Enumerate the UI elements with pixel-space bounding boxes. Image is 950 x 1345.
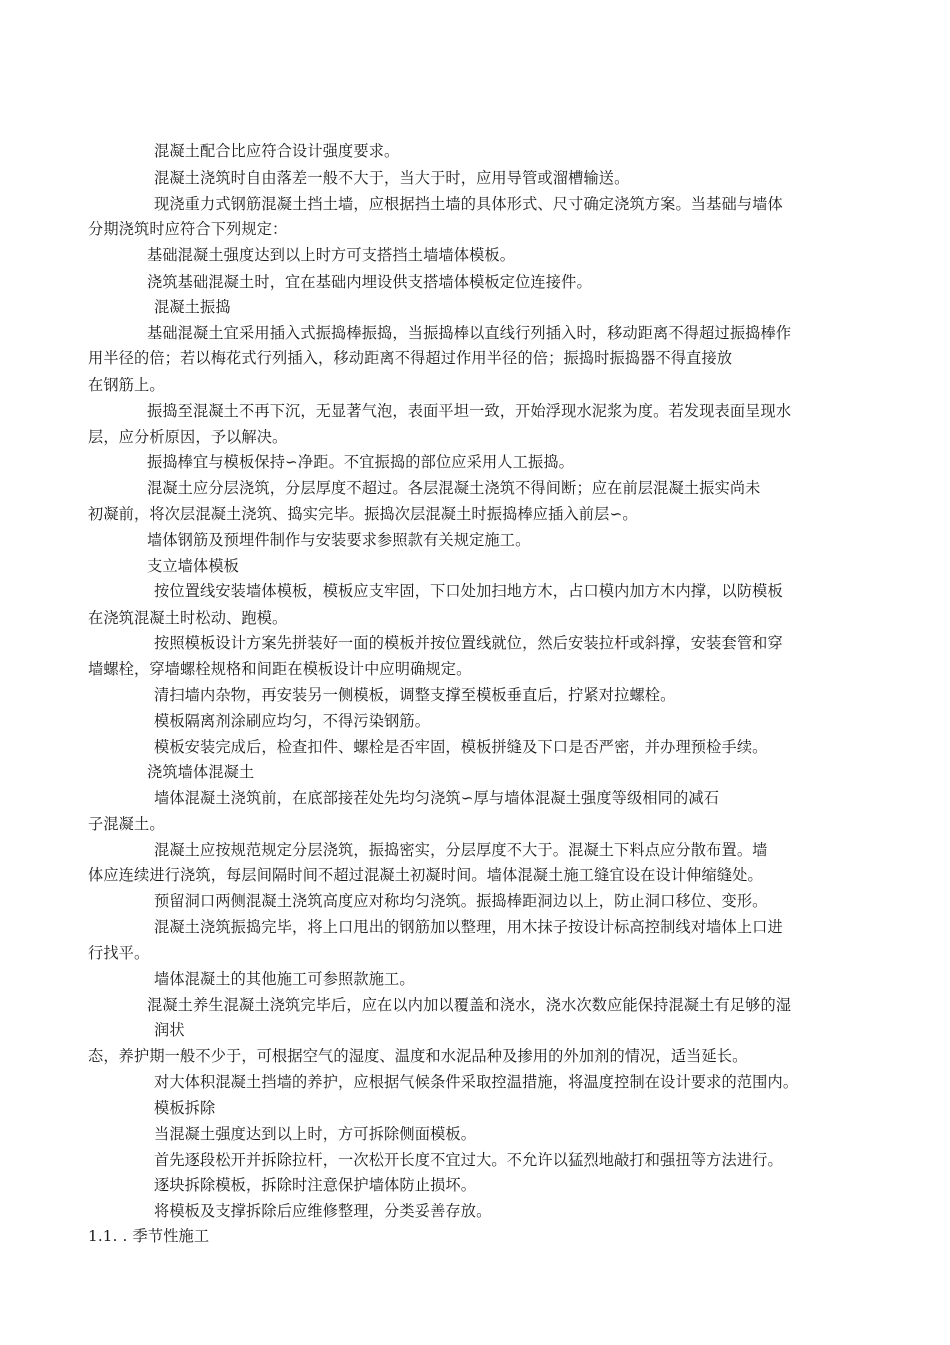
- text-line: 按照模板设计方案先拼装好一面的模板并按位置线就位，然后安装拉杆或斜撑，安装套管和穿: [154, 634, 783, 652]
- text-line: 润状: [154, 1021, 185, 1039]
- section-heading: 支立墙体模板: [147, 557, 240, 575]
- section-heading: 混凝土振捣: [154, 298, 231, 316]
- text-line: 振捣至混凝土不再下沉，无显著气泡，表面平坦一致，开始浮现水泥浆为度。若发现表面呈现水: [147, 402, 792, 420]
- text-line: 混凝土浇筑振捣完毕，将上口甩出的钢筋加以整理，用木抹子按设计标高控制线对墙体上口进: [154, 918, 783, 936]
- text-line: 用半径的倍；若以梅花式行列插入，移动距离不得超过作用半径的倍；振捣时振捣器不得直接放: [88, 349, 733, 367]
- text-line: 将模板及支撑拆除后应维修整理，分类妥善存放。: [154, 1202, 492, 1220]
- text-line: 在钢筋上。: [88, 376, 165, 394]
- text-line: 预留洞口两侧混凝土浇筑高度应对称均匀浇筑。振捣棒距洞边以上，防止洞口移位、变形。: [154, 892, 768, 910]
- text-line: 混凝土配合比应符合设计强度要求。: [154, 142, 400, 160]
- text-line: 初凝前，将次层混凝土浇筑、捣实完毕。振捣次层混凝土时振捣棒应插入前层∽。: [88, 505, 638, 523]
- text-line: 混凝土应分层浇筑，分层厚度不超过。各层混凝土浇筑不得间断；应在前层混凝土振实尚未: [147, 479, 761, 497]
- text-line: 态，养护期一般不少于，可根据空气的湿度、温度和水泥品种及掺用的外加剂的情况，适当延长。: [88, 1047, 748, 1065]
- text-line: 混凝土应按规范规定分层浇筑，振捣密实，分层厚度不大于。混凝土下料点应分散布置。墙: [154, 841, 768, 859]
- text-line: 子混凝土。: [88, 815, 165, 833]
- text-line: 层，应分析原因，予以解决。: [88, 428, 288, 446]
- text-line: 当混凝土强度达到以上时，方可拆除侧面模板。: [154, 1125, 477, 1143]
- text-line: 模板隔离剂涂刷应均匀，不得污染钢筋。: [154, 712, 431, 730]
- text-line: 按位置线安装墙体模板，模板应支牢固，下口处加扫地方木，占口模内加方木内撑，以防模板: [154, 582, 783, 600]
- section-heading: 1.1. . 季节性施工: [88, 1227, 210, 1245]
- text-line: 墙体钢筋及预埋件制作与安装要求参照款有关规定施工。: [147, 531, 531, 549]
- text-line: 混凝土浇筑时自由落差一般不大于，当大于时，应用导管或溜槽输送。: [154, 169, 630, 187]
- text-line: 浇筑基础混凝土时，宜在基础内埋设供支搭墙体模板定位连接件。: [147, 273, 592, 291]
- text-line: 清扫墙内杂物，再安装另一侧模板，调整支撑至模板垂直后，拧紧对拉螺栓。: [154, 686, 676, 704]
- text-line: 行找平。: [88, 944, 150, 962]
- text-line: 现浇重力式钢筋混凝土挡土墙，应根据挡土墙的具体形式、尺寸确定浇筑方案。当基础与墙体: [154, 195, 783, 213]
- text-line: 模板安装完成后，检查扣件、螺栓是否牢固，模板拼缝及下口是否严密，并办理预检手续。: [154, 738, 768, 756]
- text-line: 基础混凝土强度达到以上时方可支搭挡土墙墙体模板。: [147, 246, 516, 264]
- text-line: 在浇筑混凝土时松动、跑模。: [88, 609, 288, 627]
- text-line: 混凝土养生混凝土浇筑完毕后，应在以内加以覆盖和浇水，浇水次数应能保持混凝土有足够的湿: [147, 996, 792, 1014]
- text-line: 分期浇筑时应符合下列规定：: [88, 220, 288, 238]
- text-line: 振捣棒宜与模板保持∽净距。不宜振捣的部位应采用人工振捣。: [147, 453, 574, 471]
- section-heading: 模板拆除: [154, 1099, 216, 1117]
- text-line: 基础混凝土宜采用插入式振捣棒振捣，当振捣棒以直线行列插入时，移动距离不得超过振捣棒作: [147, 324, 792, 342]
- text-line: 体应连续进行浇筑，每层间隔时间不超过混凝土初凝时间。墙体混凝土施工缝宜设在设计伸缩缝处。: [88, 866, 763, 884]
- text-line: 墙体混凝土的其他施工可参照款施工。: [154, 970, 415, 988]
- text-line: 墙螺栓，穿墙螺栓规格和间距在模板设计中应明确规定。: [88, 660, 472, 678]
- text-line: 首先逐段松开并拆除拉杆，一次松开长度不宜过大。不允许以猛烈地敲打和强扭等方法进行。: [154, 1151, 783, 1169]
- text-line: 对大体积混凝土挡墙的养护，应根据气候条件采取控温措施，将温度控制在设计要求的范围内。: [154, 1073, 799, 1091]
- text-line: 墙体混凝土浇筑前，在底部接茬处先均匀浇筑∽厚与墙体混凝土强度等级相同的减石: [154, 789, 720, 807]
- text-line: 逐块拆除模板，拆除时注意保护墙体防止损坏。: [154, 1176, 477, 1194]
- section-heading: 浇筑墙体混凝土: [147, 763, 255, 781]
